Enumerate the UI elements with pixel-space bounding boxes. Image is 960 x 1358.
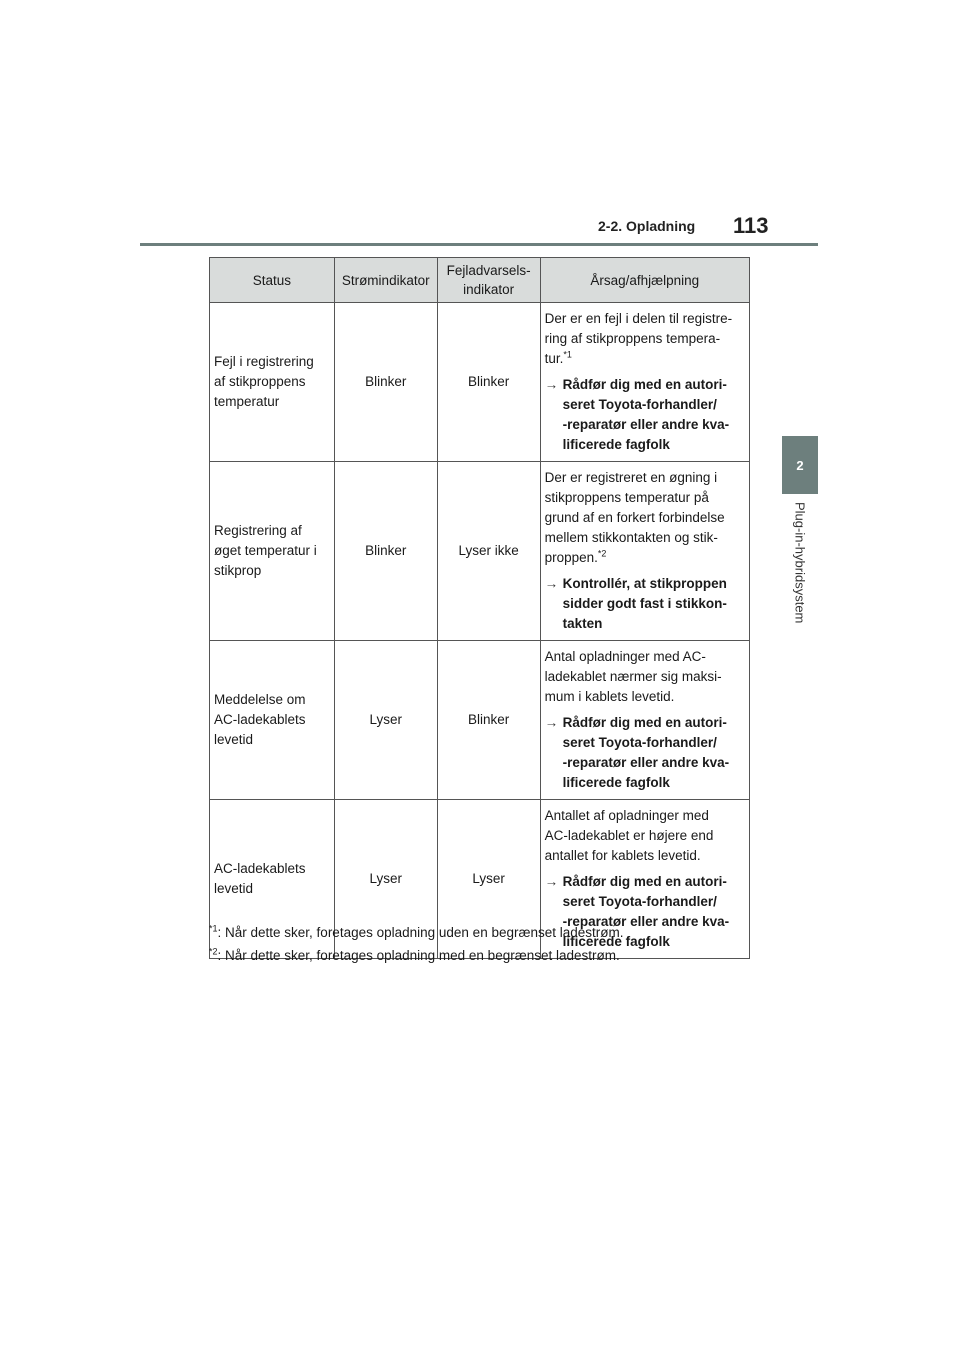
table-header-row [210, 258, 750, 303]
row-power-indicator: Lyser [334, 641, 437, 800]
header-fault-indicator: Fejladvarsels- indikator [437, 258, 540, 303]
section-title: 2-2. Opladning [598, 218, 696, 234]
table-row [210, 641, 750, 800]
footnote-text: : Når dette sker, foretages opladning uden en begrænset ladestrøm. [217, 925, 624, 940]
row-remedy [545, 574, 745, 634]
row-fault-indicator: Blinker [437, 303, 540, 462]
cause-text: Der er registreret en øgning i stikproppens temperatur på grund af en forkert forbindelse mellem stikkontakten og stik- proppen. [544, 470, 725, 565]
cause-footnote-mark: *1 [563, 349, 572, 360]
cause-footnote-mark: *2 [597, 548, 607, 559]
header-cause: Årsag/afhjælpning [540, 258, 749, 303]
row-fault-indicator: Lyser [437, 800, 540, 959]
table-row [210, 462, 750, 641]
page-number: 113 [733, 213, 769, 238]
row-status: Meddelelse om AC-ladekablets levetid [210, 641, 335, 800]
remedy-text: Rådfør dig med en autori- seret Toyota-forhandler/ -reparatør eller andre kva- lificerede fagfolk [562, 715, 730, 790]
header-power-indicator: Strømindikator [334, 258, 437, 303]
row-power-indicator: Blinker [334, 303, 437, 462]
cause-text: Der er en fejl i delen til registre- ring af stikproppens tempera- tur. [544, 311, 733, 366]
row-cause [545, 309, 745, 369]
row-power-indicator: Lyser [334, 800, 437, 959]
status-table [209, 257, 750, 959]
footnote-1 [209, 925, 624, 940]
row-fault-indicator: Lyser ikke [437, 462, 540, 641]
row-cause-cell [540, 641, 749, 800]
remedy-text: Rådfør dig med en autori- seret Toyota-forhandler/ -reparatør eller andre kva- lificerede fagfolk [562, 377, 730, 452]
row-fault-indicator: Blinker [437, 641, 540, 800]
row-power-indicator: Blinker [334, 462, 437, 641]
row-status: AC-ladekablets levetid [210, 800, 335, 959]
row-remedy [545, 872, 745, 952]
cause-text: Antallet af opladninger med AC-ladekablet er højere end antallet for kablets levetid. [544, 808, 714, 863]
row-cause-cell [540, 303, 749, 462]
arrow-right-icon: → [544, 874, 559, 889]
row-cause-cell [540, 462, 749, 641]
table-row [210, 303, 750, 462]
cause-text: Antal opladninger med AC- ladekablet nærmer sig maksi- mum i kablets levetid. [544, 649, 722, 704]
remedy-text: Kontrollér, at stikproppen sidder godt fast i stikkon- takten [562, 576, 727, 631]
chapter-number: 2 [796, 457, 804, 473]
row-status: Fejl i registrering af stikproppens temperatur [210, 303, 335, 462]
arrow-right-icon: → [544, 377, 559, 392]
chapter-tab [782, 436, 818, 494]
footnote-2 [209, 948, 620, 963]
row-cause [545, 468, 745, 568]
footnote-text: : Når dette sker, foretages opladning med en begrænset ladestrøm. [217, 948, 620, 963]
footnote-mark: *2 [209, 946, 218, 957]
footnote-mark: *1 [209, 923, 218, 934]
row-remedy [545, 713, 745, 793]
row-status: Registrering af øget temperatur i stikprop [210, 462, 335, 641]
arrow-right-icon: → [544, 576, 559, 591]
remedy-text: Rådfør dig med en autori- seret Toyota-forhandler/ -reparatør eller andre kva- lificerede fagfolk [562, 874, 730, 949]
row-cause [545, 806, 745, 866]
arrow-right-icon: → [544, 715, 559, 730]
row-cause [545, 647, 745, 707]
chapter-title: Plug-in-hybridsystem [792, 502, 808, 624]
row-remedy [545, 375, 745, 455]
header-rule [140, 243, 818, 246]
header-status: Status [210, 258, 335, 303]
